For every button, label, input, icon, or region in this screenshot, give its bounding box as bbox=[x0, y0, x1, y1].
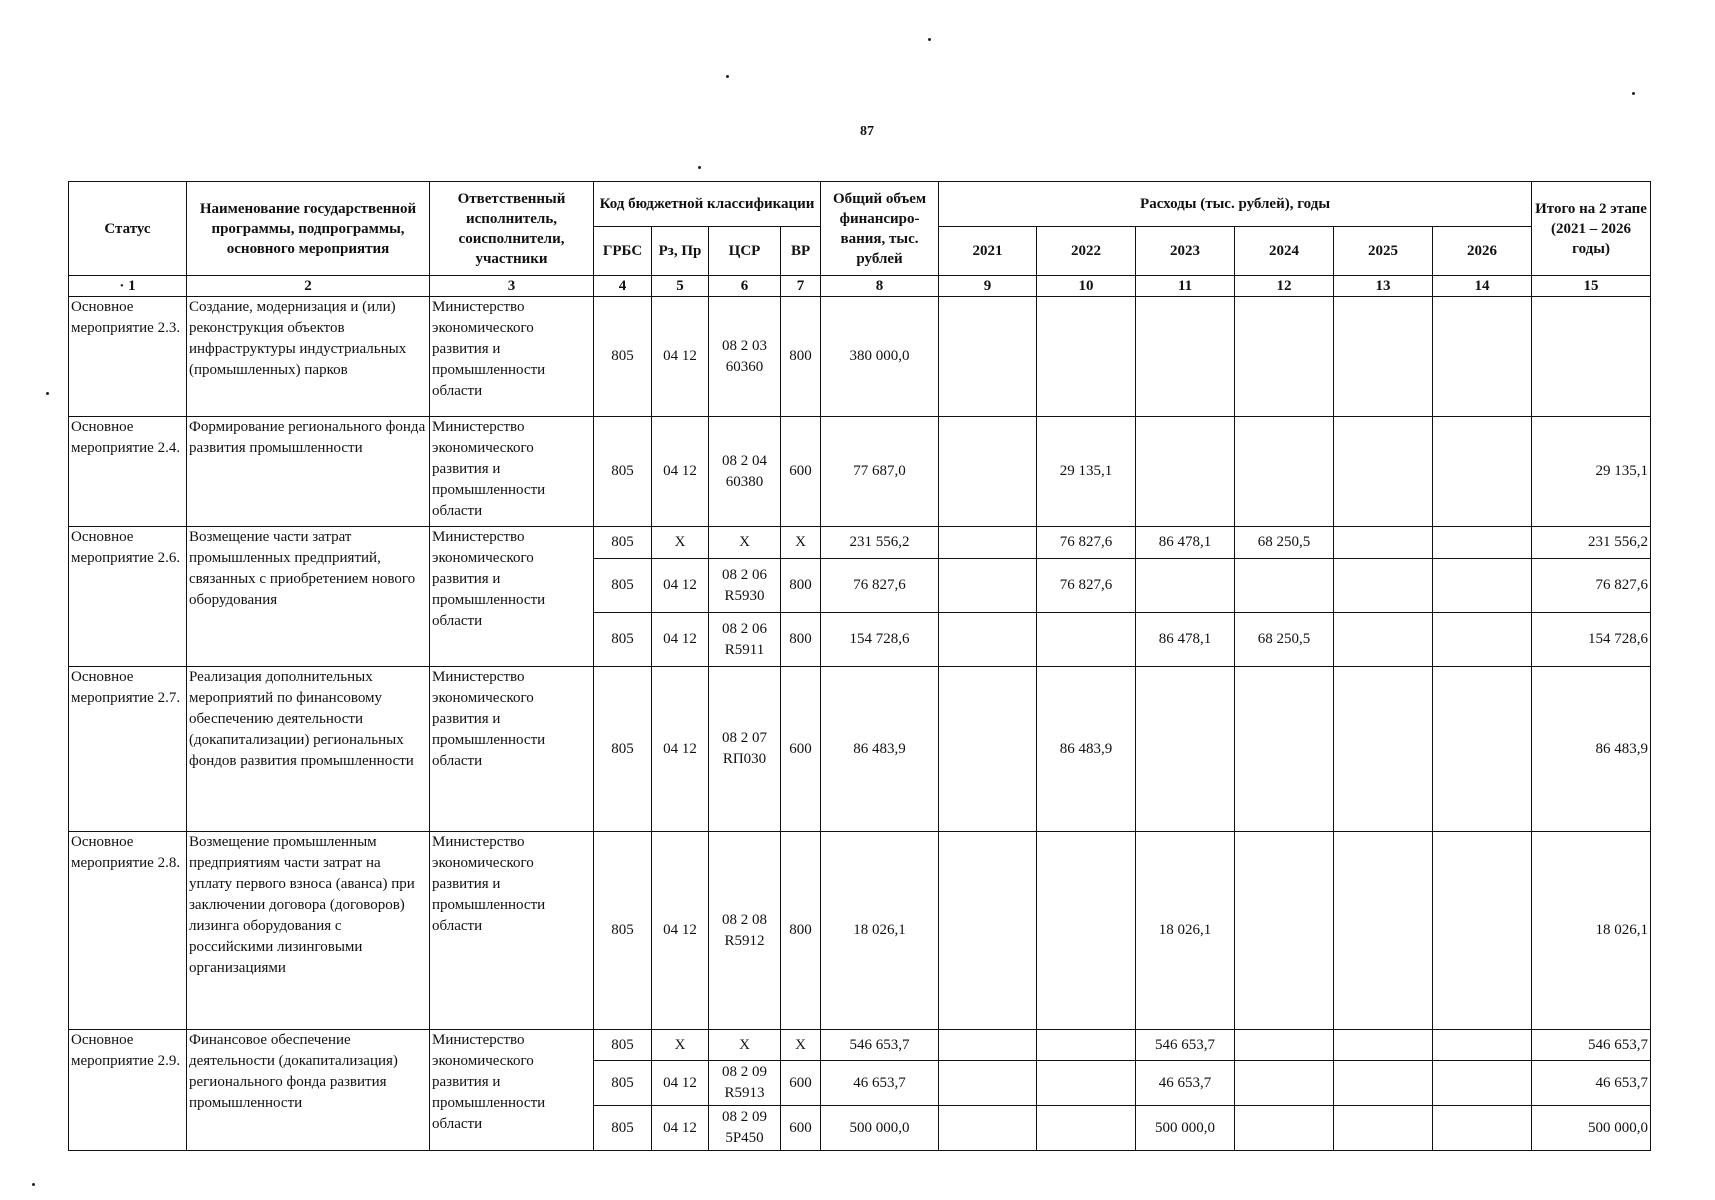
grbs-cell: 805 bbox=[594, 1061, 652, 1106]
year-2023-cell: 86 478,1 bbox=[1136, 613, 1235, 667]
year-2023-cell: 546 653,7 bbox=[1136, 1030, 1235, 1061]
column-number: 8 bbox=[821, 276, 939, 297]
total-cell: 76 827,6 bbox=[821, 559, 939, 613]
vr-cell: Х bbox=[781, 527, 821, 559]
vr-cell: 600 bbox=[781, 417, 821, 527]
rzpr-cell: Х bbox=[652, 527, 709, 559]
year-2025-cell bbox=[1334, 613, 1433, 667]
executor-cell: Министерство экономического развития и промышленности области bbox=[430, 667, 594, 832]
year-2022-cell: 76 827,6 bbox=[1037, 527, 1136, 559]
name-cell: Возмещение части затрат промышленных предприятий, связанных с приобретением нового оборудования bbox=[187, 527, 430, 667]
year-2025-cell bbox=[1334, 297, 1433, 417]
grbs-cell: 805 bbox=[594, 613, 652, 667]
stage-total-cell: 86 483,9 bbox=[1532, 667, 1651, 832]
column-number: 9 bbox=[939, 276, 1037, 297]
column-number: 5 bbox=[652, 276, 709, 297]
year-2026-cell bbox=[1433, 559, 1532, 613]
header-csr: ЦСР bbox=[709, 227, 781, 276]
grbs-cell: 805 bbox=[594, 1030, 652, 1061]
executor-cell: Министерство экономического развития и промышленности области bbox=[430, 527, 594, 667]
header-expenses: Расходы (тыс. рублей), годы bbox=[939, 182, 1532, 227]
year-2026-cell bbox=[1433, 832, 1532, 1030]
year-2022-cell: 29 135,1 bbox=[1037, 417, 1136, 527]
total-cell: 86 483,9 bbox=[821, 667, 939, 832]
year-2022-cell bbox=[1037, 1030, 1136, 1061]
vr-cell: 800 bbox=[781, 613, 821, 667]
year-2023-cell: 86 478,1 bbox=[1136, 527, 1235, 559]
name-cell: Создание, модернизация и (или) реконструкция объектов инфраструктуры индустриальных (промышленных) парков bbox=[187, 297, 430, 417]
total-cell: 18 026,1 bbox=[821, 832, 939, 1030]
header-vr: ВР bbox=[781, 227, 821, 276]
executor-cell: Министерство экономического развития и промышленности области bbox=[430, 417, 594, 527]
year-2024-cell bbox=[1235, 297, 1334, 417]
year-2021-cell bbox=[939, 832, 1037, 1030]
column-number: 12 bbox=[1235, 276, 1334, 297]
year-2024-cell bbox=[1235, 559, 1334, 613]
year-2024-cell bbox=[1235, 832, 1334, 1030]
status-cell: Основное мероприятие 2.9. bbox=[69, 1030, 187, 1151]
stage-total-cell bbox=[1532, 297, 1651, 417]
column-number: 11 bbox=[1136, 276, 1235, 297]
year-2025-cell bbox=[1334, 667, 1433, 832]
total-cell: 77 687,0 bbox=[821, 417, 939, 527]
year-2026-cell bbox=[1433, 1030, 1532, 1061]
year-2023-cell bbox=[1136, 297, 1235, 417]
year-2023-cell: 18 026,1 bbox=[1136, 832, 1235, 1030]
year-2022-cell bbox=[1037, 1061, 1136, 1106]
year-2023-cell: 46 653,7 bbox=[1136, 1061, 1235, 1106]
year-2024-cell bbox=[1235, 667, 1334, 832]
total-cell: 154 728,6 bbox=[821, 613, 939, 667]
column-number: 3 bbox=[430, 276, 594, 297]
name-cell: Формирование регионального фонда развития промышленности bbox=[187, 417, 430, 527]
year-2025-cell bbox=[1334, 527, 1433, 559]
rzpr-cell: 04 12 bbox=[652, 417, 709, 527]
executor-cell: Министерство экономического развития и промышленности области bbox=[430, 297, 594, 417]
column-number: 6 bbox=[709, 276, 781, 297]
scan-speck bbox=[32, 1183, 35, 1186]
executor-cell: Министерство экономического развития и промышленности области bbox=[430, 832, 594, 1030]
grbs-cell: 805 bbox=[594, 417, 652, 527]
total-cell: 46 653,7 bbox=[821, 1061, 939, 1106]
rzpr-cell: 04 12 bbox=[652, 667, 709, 832]
vr-cell: 600 bbox=[781, 1061, 821, 1106]
year-2025-cell bbox=[1334, 559, 1433, 613]
year-2022-cell: 86 483,9 bbox=[1037, 667, 1136, 832]
year-2022-cell bbox=[1037, 297, 1136, 417]
table-row bbox=[69, 527, 1651, 559]
year-2025-cell bbox=[1334, 1061, 1433, 1106]
header-executor: Ответственный исполнитель, соисполнители, участники bbox=[430, 182, 594, 276]
year-2021-cell bbox=[939, 613, 1037, 667]
page-number: 87 bbox=[860, 124, 874, 139]
table-row bbox=[69, 832, 1651, 1030]
stage-total-cell: 29 135,1 bbox=[1532, 417, 1651, 527]
year-2023-cell bbox=[1136, 559, 1235, 613]
stage-total-cell: 231 556,2 bbox=[1532, 527, 1651, 559]
csr-cell: 08 2 08 R5912 bbox=[709, 832, 781, 1030]
grbs-cell: 805 bbox=[594, 527, 652, 559]
header-rzpr: Рз, Пр bbox=[652, 227, 709, 276]
rzpr-cell: 04 12 bbox=[652, 1106, 709, 1151]
column-number: 2 bbox=[187, 276, 430, 297]
year-2025-cell bbox=[1334, 1106, 1433, 1151]
year-2021-cell bbox=[939, 667, 1037, 832]
stage-total-cell: 500 000,0 bbox=[1532, 1106, 1651, 1151]
rzpr-cell: 04 12 bbox=[652, 832, 709, 1030]
year-2022-cell: 76 827,6 bbox=[1037, 559, 1136, 613]
stage-total-cell: 154 728,6 bbox=[1532, 613, 1651, 667]
stage-total-cell: 18 026,1 bbox=[1532, 832, 1651, 1030]
grbs-cell: 805 bbox=[594, 1106, 652, 1151]
header-grbs: ГРБС bbox=[594, 227, 652, 276]
year-2024-cell bbox=[1235, 417, 1334, 527]
rzpr-cell: 04 12 bbox=[652, 1061, 709, 1106]
year-2024-cell bbox=[1235, 1106, 1334, 1151]
csr-cell: 08 2 07 RП030 bbox=[709, 667, 781, 832]
year-2023-cell bbox=[1136, 417, 1235, 527]
year-2024-cell: 68 250,5 bbox=[1235, 527, 1334, 559]
scan-speck bbox=[1632, 92, 1635, 95]
header-total: Общий объем финансиро-вания, тыс. рублей bbox=[821, 182, 939, 276]
year-2023-cell: 500 000,0 bbox=[1136, 1106, 1235, 1151]
header-year: 2021 bbox=[939, 227, 1037, 276]
year-2026-cell bbox=[1433, 527, 1532, 559]
executor-cell: Министерство экономического развития и промышленности области bbox=[430, 1030, 594, 1151]
scan-speck bbox=[46, 392, 49, 395]
scan-speck bbox=[698, 166, 701, 169]
year-2026-cell bbox=[1433, 1106, 1532, 1151]
status-cell: Основное мероприятие 2.8. bbox=[69, 832, 187, 1030]
grbs-cell: 805 bbox=[594, 297, 652, 417]
header-year: 2023 bbox=[1136, 227, 1235, 276]
csr-cell: 08 2 09 5P450 bbox=[709, 1106, 781, 1151]
grbs-cell: 805 bbox=[594, 832, 652, 1030]
csr-cell: 08 2 06 R5930 bbox=[709, 559, 781, 613]
year-2026-cell bbox=[1433, 667, 1532, 832]
name-cell: Финансовое обеспечение деятельности (докапитализация) регионального фонда развития промышленности bbox=[187, 1030, 430, 1151]
year-2024-cell: 68 250,5 bbox=[1235, 613, 1334, 667]
header-year: 2022 bbox=[1037, 227, 1136, 276]
year-2023-cell bbox=[1136, 667, 1235, 832]
year-2026-cell bbox=[1433, 613, 1532, 667]
year-2025-cell bbox=[1334, 1030, 1433, 1061]
status-cell: Основное мероприятие 2.3. bbox=[69, 297, 187, 417]
rzpr-cell: Х bbox=[652, 1030, 709, 1061]
column-number: 10 bbox=[1037, 276, 1136, 297]
vr-cell: 600 bbox=[781, 1106, 821, 1151]
vr-cell: 800 bbox=[781, 559, 821, 613]
rzpr-cell: 04 12 bbox=[652, 297, 709, 417]
status-cell: Основное мероприятие 2.4. bbox=[69, 417, 187, 527]
year-2021-cell bbox=[939, 1106, 1037, 1151]
stage-total-cell: 76 827,6 bbox=[1532, 559, 1651, 613]
table-row bbox=[69, 667, 1651, 832]
year-2022-cell bbox=[1037, 832, 1136, 1030]
status-cell: Основное мероприятие 2.6. bbox=[69, 527, 187, 667]
csr-cell: Х bbox=[709, 1030, 781, 1061]
name-cell: Возмещение промышленным предприятиям части затрат на уплату первого взноса (аванса) при заключении договора (договоров) лизинга оборудования с российскими лизинговыми организациями bbox=[187, 832, 430, 1030]
year-2022-cell bbox=[1037, 613, 1136, 667]
year-2021-cell bbox=[939, 417, 1037, 527]
csr-cell: 08 2 09 R5913 bbox=[709, 1061, 781, 1106]
header-year: 2025 bbox=[1334, 227, 1433, 276]
column-number: 13 bbox=[1334, 276, 1433, 297]
name-cell: Реализация дополнительных мероприятий по финансовому обеспечению деятельности (докапитализации) региональных фондов развития промышленности bbox=[187, 667, 430, 832]
total-cell: 546 653,7 bbox=[821, 1030, 939, 1061]
header-year: 2026 bbox=[1433, 227, 1532, 276]
scan-speck bbox=[726, 75, 729, 78]
csr-cell: 08 2 06 R5911 bbox=[709, 613, 781, 667]
total-cell: 231 556,2 bbox=[821, 527, 939, 559]
year-2021-cell bbox=[939, 559, 1037, 613]
header-stage-total: Итого на 2 этапе (2021 – 2026 годы) bbox=[1532, 182, 1651, 276]
year-2021-cell bbox=[939, 1061, 1037, 1106]
vr-cell: Х bbox=[781, 1030, 821, 1061]
column-number: 4 bbox=[594, 276, 652, 297]
stage-total-cell: 46 653,7 bbox=[1532, 1061, 1651, 1106]
year-2026-cell bbox=[1433, 297, 1532, 417]
year-2024-cell bbox=[1235, 1061, 1334, 1106]
csr-cell: Х bbox=[709, 527, 781, 559]
year-2025-cell bbox=[1334, 417, 1433, 527]
stage-total-cell: 546 653,7 bbox=[1532, 1030, 1651, 1061]
header-name: Наименование государственной программы, подпрограммы, основного мероприятия bbox=[187, 182, 430, 276]
table-row bbox=[69, 417, 1651, 527]
year-2026-cell bbox=[1433, 417, 1532, 527]
rzpr-cell: 04 12 bbox=[652, 613, 709, 667]
grbs-cell: 805 bbox=[594, 667, 652, 832]
csr-cell: 08 2 04 60380 bbox=[709, 417, 781, 527]
csr-cell: 08 2 03 60360 bbox=[709, 297, 781, 417]
grbs-cell: 805 bbox=[594, 559, 652, 613]
column-number: 7 bbox=[781, 276, 821, 297]
rzpr-cell: 04 12 bbox=[652, 559, 709, 613]
table-row bbox=[69, 1030, 1651, 1061]
year-2025-cell bbox=[1334, 832, 1433, 1030]
year-2021-cell bbox=[939, 1030, 1037, 1061]
year-2024-cell bbox=[1235, 1030, 1334, 1061]
vr-cell: 600 bbox=[781, 667, 821, 832]
year-2022-cell bbox=[1037, 1106, 1136, 1151]
total-cell: 380 000,0 bbox=[821, 297, 939, 417]
year-2021-cell bbox=[939, 297, 1037, 417]
vr-cell: 800 bbox=[781, 297, 821, 417]
budget-table bbox=[68, 181, 1651, 1151]
year-2021-cell bbox=[939, 527, 1037, 559]
year-2026-cell bbox=[1433, 1061, 1532, 1106]
scan-speck bbox=[928, 38, 931, 41]
table-row bbox=[69, 297, 1651, 417]
header-budget-code: Код бюджетной классификации bbox=[594, 182, 821, 227]
header-year: 2024 bbox=[1235, 227, 1334, 276]
vr-cell: 800 bbox=[781, 832, 821, 1030]
column-number: · 1 bbox=[69, 276, 187, 297]
column-number: 15 bbox=[1532, 276, 1651, 297]
header-status: Статус bbox=[69, 182, 187, 276]
column-number: 14 bbox=[1433, 276, 1532, 297]
status-cell: Основное мероприятие 2.7. bbox=[69, 667, 187, 832]
total-cell: 500 000,0 bbox=[821, 1106, 939, 1151]
